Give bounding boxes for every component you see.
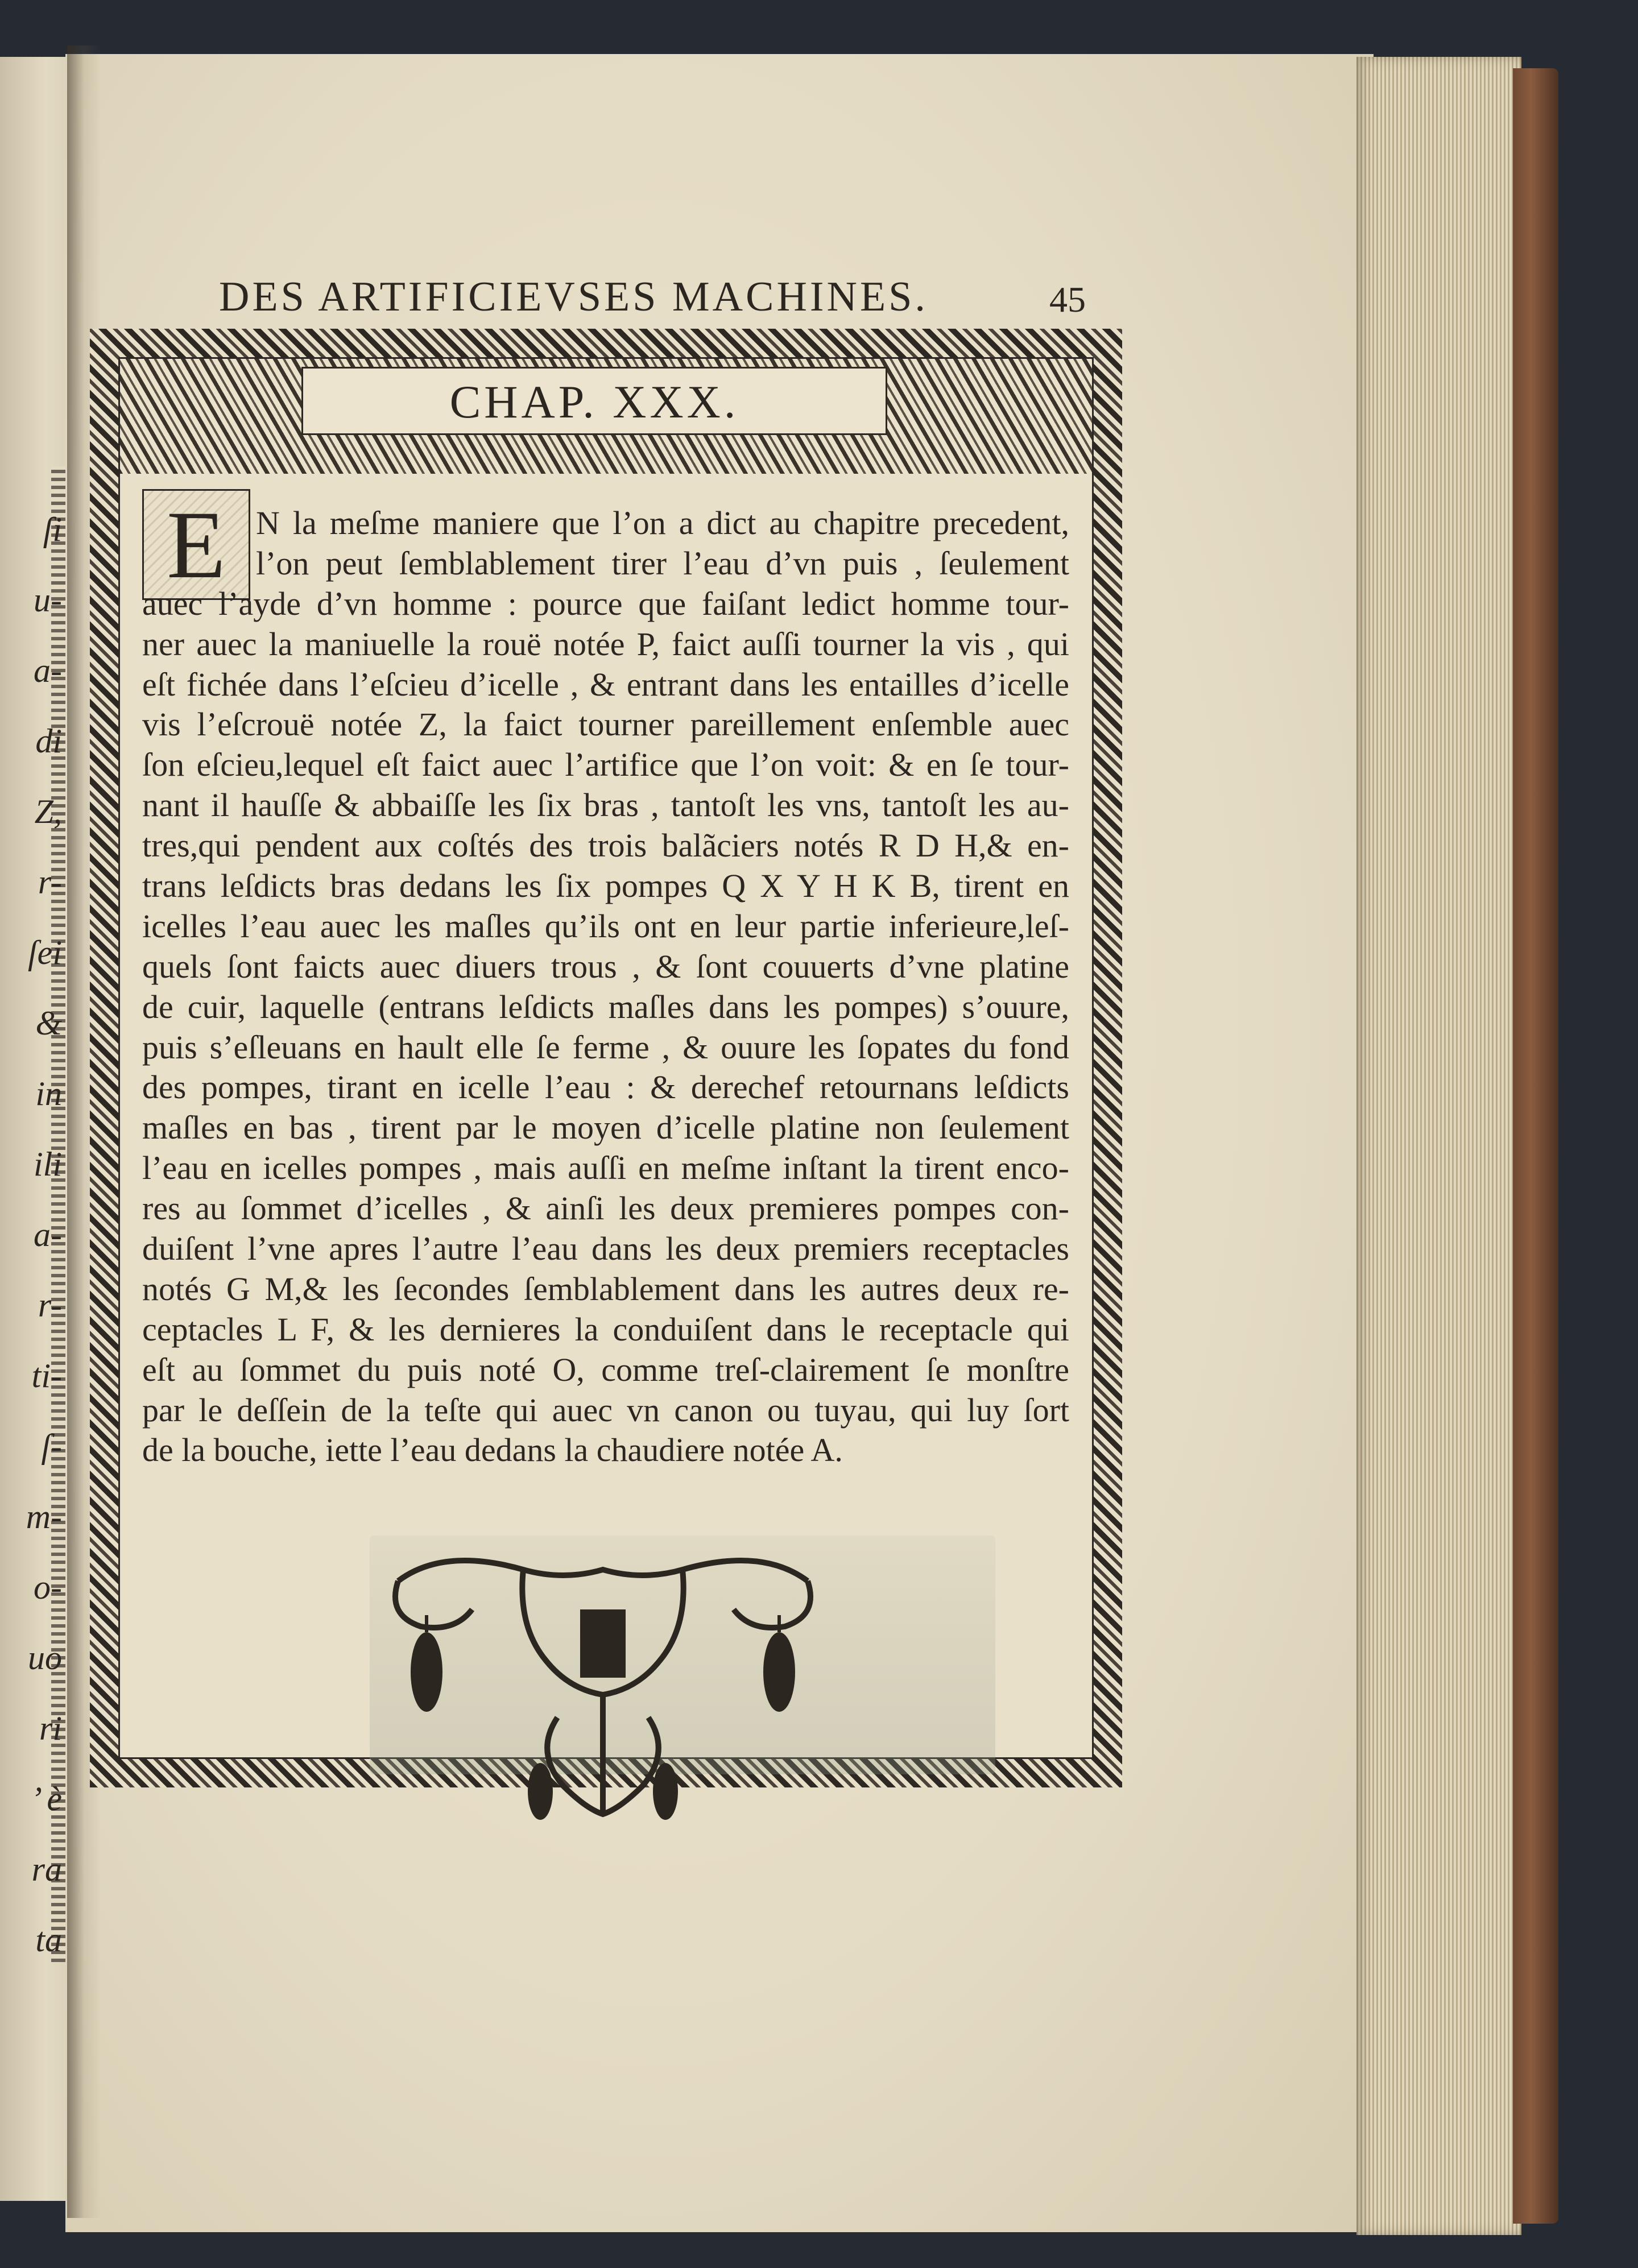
text-line: trans leſdicts bras dedans les ſix pompes Q X Y H K B, tirent en	[142, 867, 1069, 905]
left-page-fragment: di	[35, 722, 62, 760]
text-line: par le deſſein de la teſte qui auec vn canon ou tuyau, qui luy ſort	[142, 1391, 1069, 1429]
page-edges-block	[1356, 57, 1521, 2235]
left-page-fragment: ti-	[31, 1357, 62, 1394]
left-page-fragment: r-	[38, 1286, 62, 1324]
text-line: icelles l’eau auec les maſles qu’ils ont en leur partie inferieure,leſ-	[142, 907, 1069, 945]
text-line: des pompes, tirant en icelle l’eau : & derechef retournans leſdicts	[142, 1069, 1069, 1106]
left-page-fragment: m-	[26, 1498, 62, 1536]
left-page-fragment: ſei	[28, 934, 62, 971]
text-line: res au ſommet d’icelles , & ainſi les deux premieres pompes con-	[142, 1190, 1069, 1227]
running-title: DES ARTIFICIEVSES MACHINES.	[219, 274, 928, 320]
text-line: maſles en bas , tirent par le moyen d’icelle platine non ſeulement	[142, 1109, 1069, 1147]
left-page-fragment: ri	[39, 1710, 62, 1747]
text-line: vis l’eſcrouë notée Z, la faict tourner pareillement enſemble auec	[142, 706, 1069, 743]
left-page-fragment: o-	[34, 1568, 62, 1606]
text-line: N la meſme maniere que l’on a dict au chapitre precedent,	[256, 504, 1069, 541]
left-page-fragment: Z,	[34, 793, 62, 830]
text-line: ceptacles L F, & les dernieres la conduiſent dans le receptacle qui	[142, 1310, 1069, 1348]
fleuron-tailpiece-icon	[375, 1547, 830, 1843]
text-line: l’eau en icelles pompes , mais auſſi en meſme inſtant la tirent enco-	[142, 1149, 1069, 1187]
text-line: auec l’ayde d’vn homme : pource que faiſant ledict homme tour-	[142, 585, 1069, 622]
text-line: ner auec la maniuelle la rouë notée P, faict auſſi tourner la vis , qui	[142, 625, 1069, 663]
text-line: eſt au ſommet du puis noté O, comme treſ-clairement ſe monſtre	[142, 1351, 1069, 1388]
text-line: quels ſont faicts auec diuers trous , & ſont couuerts d’vne platine	[142, 947, 1069, 985]
left-page-fragment: a-	[34, 652, 62, 689]
text-line: l’on peut ſemblablement tirer l’eau d’vn puis , ſeulement	[256, 544, 1069, 582]
text-line: eſt fichée dans l’eſcieu d’icelle , & entrant dans les entailles d’icelle	[142, 665, 1069, 703]
chapter-text	[142, 503, 1069, 1471]
text-line: duiſent l’vne apres l’autre l’eau dans les deux premiers receptacles	[142, 1230, 1069, 1268]
text-line: de la bouche, iette l’eau dedans la chaudiere notée A.	[142, 1431, 843, 1469]
chapter-heading: CHAP. XXX.	[449, 376, 739, 428]
left-page-fragment: uo	[28, 1639, 62, 1677]
drop-cap-letter: E	[167, 491, 226, 598]
left-page-fragment: in	[35, 1075, 62, 1112]
leather-binding	[1513, 68, 1558, 2224]
text-line: notés G M,& les ſecondes ſemblablement dans les autres deux re-	[142, 1270, 1069, 1307]
left-page-fragment: ra	[31, 1851, 62, 1888]
left-page-fragment: u-	[34, 581, 62, 619]
text-line: puis s’eſleuans en hault elle ſe ferme , & ouure les ſopates du fond	[142, 1028, 1069, 1066]
page-number: 45	[1049, 279, 1086, 320]
text-line: ſon eſcieu,lequel eſt faict auec l’artifice que l’on voit: & en ſe tour-	[142, 746, 1069, 784]
left-page-fragment: ſ-	[41, 1427, 62, 1465]
left-page-fragment: r-	[38, 863, 62, 901]
left-page-fragment: a-	[34, 1216, 62, 1253]
left-page-fragment: &	[35, 1004, 62, 1042]
left-page-fragment: ili	[33, 1145, 62, 1183]
text-line: tres,qui pendent aux coſtés des trois balãciers notés R D H,& en-	[142, 827, 1069, 864]
text-line: nant il hauſſe & abbaiſſe les ſix bras , tantoſt les vns, tantoſt les au-	[142, 787, 1069, 824]
text-line: de cuir, laquelle (entrans leſdicts maſles dans les pompes) s’ouure,	[142, 988, 1069, 1025]
left-page-fragment: ’ è	[31, 1780, 62, 1818]
left-page-fragment: ſi	[43, 511, 62, 548]
left-page-fragment: ta	[35, 1921, 62, 1959]
